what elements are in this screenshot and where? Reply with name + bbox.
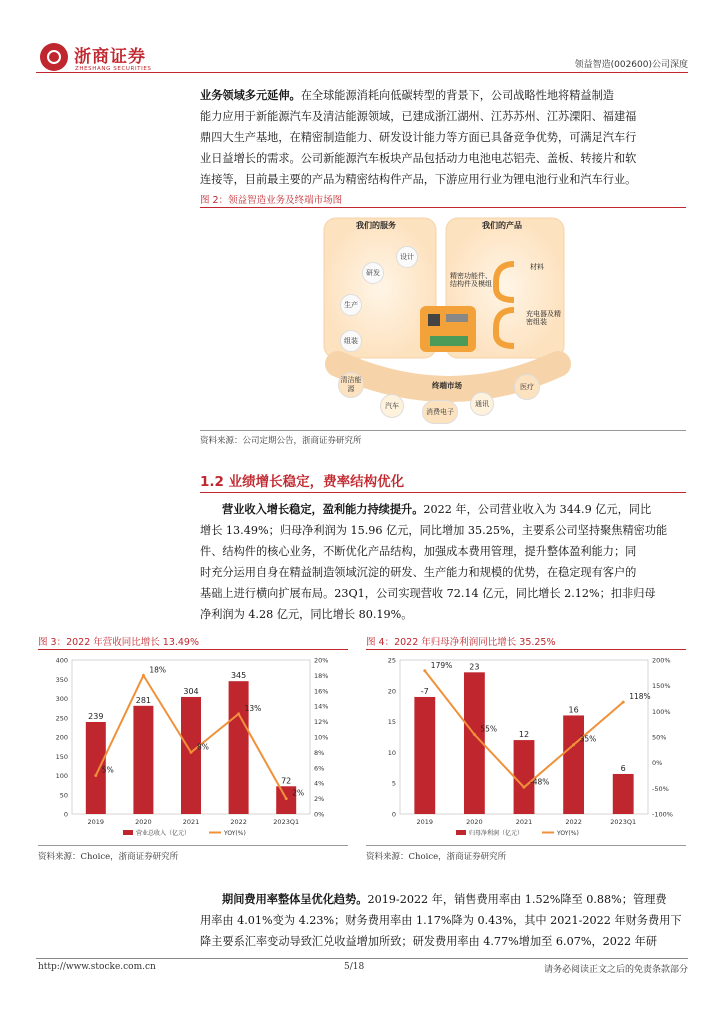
service-assembly: 组装	[340, 330, 362, 352]
para-lead: 业务领域多元延伸。	[200, 88, 301, 102]
figure3-top-rule	[38, 649, 348, 650]
right-axis-tick: 16%	[314, 687, 329, 696]
figure3-svg	[38, 652, 348, 842]
right-axis-tick: 150%	[652, 682, 671, 691]
left-axis-tick: 200	[55, 733, 68, 742]
right-axis-tick: 20%	[314, 656, 329, 665]
paragraph-growth	[200, 499, 686, 625]
para-lead: 营业收入增长稳定，盈利能力持续提升。	[222, 502, 424, 516]
brand-name: 浙商证券	[74, 47, 146, 67]
left-axis-tick: 400	[55, 656, 68, 665]
left-axis-tick: 100	[55, 772, 68, 780]
yoy-point	[190, 751, 193, 754]
yoy-value-label: 35%	[579, 734, 597, 744]
right-axis-tick: 50%	[652, 733, 667, 742]
yoy-value-label: 18%	[149, 665, 167, 675]
market-clean-energy: 清洁能源	[338, 372, 364, 398]
bar-value-label: 72	[281, 776, 292, 786]
figure4-bottom-rule	[366, 845, 686, 846]
bar-value-label: -7	[420, 686, 429, 696]
right-axis-tick: 8%	[314, 748, 325, 757]
para-line: 业务领域多元延伸。在全球能源消耗向低碳转型的背景下，公司战略性地将精益制造	[200, 88, 614, 102]
bar-value-label: 16	[568, 705, 579, 715]
para-line: 件、结构件的核心业务，不断优化产品结构，加强成本费用管理，提升整体盈利能力；同	[200, 545, 637, 558]
products-title: 我们的产品	[482, 221, 522, 230]
market-consumer: 消费电子	[422, 400, 458, 424]
legend-bar-label: 归母净利润（亿元）	[469, 830, 524, 837]
right-axis-tick: 2%	[314, 795, 325, 804]
right-axis-tick: 14%	[314, 702, 329, 711]
para-line: 期间费用率整体呈优化趋势。2019-2022 年，销售费用率由 1.52%降至 0.88%；管理费	[222, 892, 667, 906]
x-tick-label: 2021	[515, 818, 533, 826]
bar-value-label: 345	[230, 671, 247, 681]
market-medical: 医疗	[514, 374, 540, 400]
paragraph-expense	[200, 889, 686, 952]
x-tick-label: 2023Q1	[610, 818, 637, 826]
left-axis-tick: 5	[391, 779, 396, 788]
x-tick-label: 2019	[87, 818, 105, 826]
yoy-value-label: 118%	[629, 692, 651, 702]
footer-divider	[36, 958, 688, 959]
left-axis-tick: 350	[55, 675, 68, 684]
para-line: 业日益增长的需求。公司新能源汽车板块产品包括动力电池电芯铝壳、盖板、转接片和软	[200, 152, 637, 165]
right-axis-tick: -50%	[652, 784, 669, 793]
yoy-point	[572, 743, 575, 746]
footer-disclaimer: 请务必阅读正文之后的免责条款部分	[543, 965, 688, 975]
left-axis-tick: 300	[55, 695, 68, 703]
bar	[181, 697, 201, 814]
x-tick-label: 2022	[230, 818, 247, 826]
figure2-diagram	[318, 214, 582, 426]
yoy-point	[94, 774, 97, 777]
para-line: 用率由 4.01%变为 4.23%；财务费用率由 1.17%降为 0.43%，其中 2021-2022 年财务费用下	[200, 914, 682, 927]
right-axis-tick: 0%	[314, 810, 325, 819]
legend-line-label: YOY(%)	[224, 830, 246, 837]
figure3-source: 资料来源：Choice，浙商证券研究所	[38, 852, 179, 862]
figure4-source: 资料来源：Choice，浙商证券研究所	[366, 852, 507, 862]
bar-value-label: 12	[518, 730, 530, 740]
brand-logo-icon	[40, 43, 68, 71]
footer-url[interactable]: http://www.stocke.com.cn	[38, 962, 156, 972]
bar	[414, 697, 435, 814]
figure2-caption: 图 2：领益智造业务及终端市场图	[200, 195, 343, 206]
market-auto: 汽车	[380, 394, 404, 418]
product-charger: 充电器及精密组装	[526, 310, 561, 326]
right-axis-tick: 200%	[652, 656, 671, 665]
brand-name-en: ZHESHANG SECURITIES	[75, 66, 152, 72]
right-axis-tick: 12%	[314, 718, 329, 727]
paragraph-business	[200, 85, 686, 190]
figure2-bottom-rule	[200, 430, 686, 431]
right-axis-tick: 6%	[314, 764, 325, 773]
section-divider	[200, 492, 686, 493]
left-axis-tick: 10	[387, 748, 396, 757]
product-material: 材料	[530, 263, 544, 271]
right-axis-tick: 10%	[314, 733, 329, 742]
para-line: 鼎四大生产基地，在精密制造能力、研发设计能力等方面已具备竞争优势，可满足汽车行	[200, 131, 637, 144]
product-precision: 精密功能件、结构件及模组	[450, 272, 492, 288]
yoy-point	[423, 669, 426, 672]
x-tick-label: 2022	[565, 818, 582, 826]
para-line: 时充分运用自身在精益制造领域沉淀的研发、生产能力和规模的优势，在稳定现有客户的	[200, 566, 637, 579]
left-axis-tick: 150	[55, 752, 68, 761]
yoy-value-label: 55%	[480, 724, 498, 734]
bar	[613, 774, 634, 814]
figure4-top-rule	[366, 649, 686, 650]
bar	[229, 681, 249, 814]
market-telecom: 通讯	[470, 392, 494, 416]
yoy-value-label: 5%	[101, 765, 114, 775]
para-line: 降主要系汇率变动导致汇兑收益增加所致；研发费用率由 4.77%增加至 6.07%，2022 年研	[200, 935, 658, 948]
x-tick-label: 2021	[182, 818, 200, 826]
x-tick-label: 2019	[416, 818, 434, 826]
yoy-point	[622, 701, 625, 704]
para-line: 能力应用于新能源汽车及清洁能源领域，已建成浙江湖州、江苏苏州、江苏溧阳、福建福	[200, 110, 637, 123]
section-title: 1.2 业绩增长稳定，费率结构优化	[200, 474, 405, 490]
legend-line-label: YOY(%)	[557, 830, 579, 837]
yoy-point	[473, 733, 476, 736]
x-tick-label: 2023Q1	[273, 818, 300, 826]
x-tick-label: 2020	[466, 818, 483, 826]
right-axis-tick: -100%	[652, 810, 673, 819]
service-production: 生产	[340, 294, 362, 316]
left-axis-tick: 20	[387, 687, 396, 696]
left-axis-tick: 15	[387, 718, 396, 727]
para-line: 增长 13.49%；归母净利润为 15.96 亿元，同比增加 35.25%，主要系公司坚持聚焦精密功能	[200, 524, 668, 537]
bar	[563, 715, 584, 814]
yoy-value-label: 13%	[244, 703, 262, 713]
figure3-caption: 图 3：2022 年营收同比增长 13.49%	[38, 637, 200, 648]
right-axis-tick: 4%	[314, 779, 325, 788]
page-number: 5/18	[344, 962, 365, 972]
legend-bar-label: 营业总收入（亿元）	[136, 830, 191, 837]
para-line: 连接等，目前最主要的产品为精密结构件产品，下游应用行业为锂电池行业和汽车行业。	[200, 173, 637, 186]
bar	[133, 706, 153, 814]
yoy-point	[237, 712, 240, 715]
service-rnd: 研发	[362, 262, 384, 284]
left-axis-tick: 0	[391, 810, 396, 819]
terminal-market-title: 终端市场	[432, 381, 462, 390]
bar-value-label: 6	[620, 763, 626, 773]
right-axis-tick: 18%	[314, 671, 329, 680]
legend-bar-swatch	[123, 830, 133, 835]
figure2-source: 资料来源：公司定期公告，浙商证券研究所	[200, 436, 362, 446]
yoy-point	[142, 674, 145, 677]
yoy-point	[285, 797, 288, 800]
para-line: 净利润为 4.28 亿元，同比增长 80.19%。	[200, 608, 413, 621]
left-axis-tick: 25	[387, 656, 396, 665]
x-tick-label: 2020	[135, 818, 152, 826]
left-axis-tick: 250	[55, 714, 68, 723]
bar-value-label: 304	[183, 686, 199, 696]
para-line: 营业收入增长稳定，盈利能力持续提升。2022 年，公司营业收入为 344.9 亿元，同比	[222, 502, 652, 516]
figure4-chart	[366, 652, 686, 842]
yoy-value-label: 8%	[197, 742, 209, 752]
figure4-svg	[366, 652, 686, 842]
bar-value-label: 239	[88, 711, 104, 721]
yoy-value-label: -48%	[530, 777, 550, 787]
service-design: 设计	[396, 246, 418, 268]
yoy-value-label: 179%	[430, 660, 453, 670]
yoy-value-label: 2%	[292, 788, 305, 798]
left-axis-tick: 0	[63, 810, 68, 819]
right-axis-tick: 0%	[652, 759, 663, 768]
legend-bar-swatch	[456, 830, 466, 835]
services-title: 我们的服务	[356, 221, 396, 230]
para-line: 基础上进行横向扩展布局。23Q1，公司实现营收 72.14 亿元，同比增长 2.12%；扣非归母	[200, 587, 656, 600]
figure2-top-rule	[200, 207, 686, 208]
figure4-caption: 图 4：2022 年归母净利润同比增长 35.25%	[366, 637, 556, 648]
figure3-bottom-rule	[38, 845, 348, 846]
report-title: 领益智造(002600)公司深度	[574, 60, 688, 70]
figure3-chart	[38, 652, 348, 842]
bar-value-label: 281	[135, 695, 152, 705]
left-axis-tick: 50	[59, 791, 68, 800]
para-lead: 期间费用率整体呈优化趋势。	[222, 892, 368, 906]
yoy-point	[523, 786, 526, 789]
bar-value-label: 23	[469, 662, 480, 672]
right-axis-tick: 100%	[652, 707, 671, 716]
header-divider	[36, 72, 688, 73]
